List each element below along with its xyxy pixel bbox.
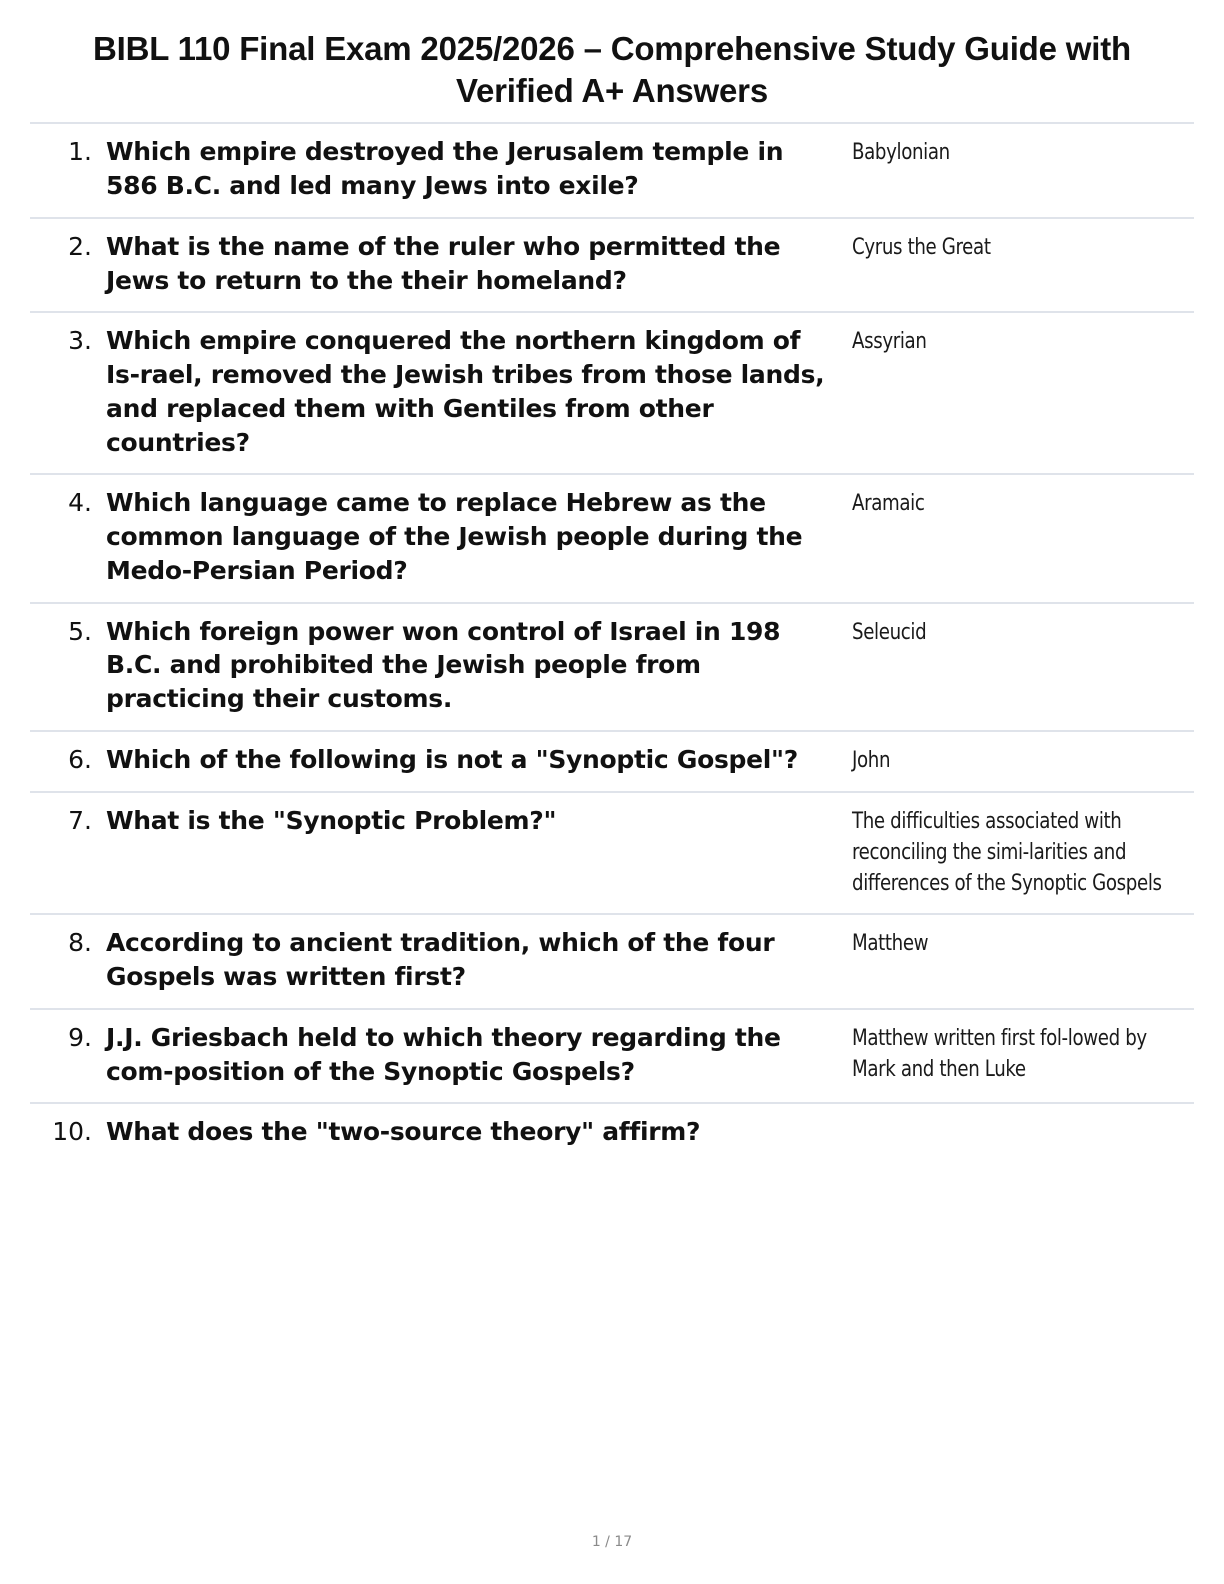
question-text: Which empire conquered the northern kingdom of Is-rael, removed the Jewish tribes from those lands, and replaced them with Gentiles from other countries? bbox=[106, 326, 825, 457]
question-text: Which language came to replace Hebrew as the common language of the Jewish people during the Medo-Persian Period? bbox=[106, 488, 803, 585]
answer-cell bbox=[852, 474, 1194, 602]
question-number: 7. bbox=[68, 805, 92, 835]
answer-text: Aramaic bbox=[852, 491, 925, 517]
answer-text: Matthew bbox=[852, 931, 929, 957]
question-text: What is the name of the ruler who permitted the Jews to return to the their homeland? bbox=[106, 231, 781, 295]
answer-cell bbox=[852, 792, 1194, 915]
table-row bbox=[30, 792, 1194, 915]
question-number: 1. bbox=[68, 137, 92, 167]
table-row bbox=[30, 123, 1194, 218]
answer-text: Assyrian bbox=[852, 329, 927, 355]
table-row bbox=[30, 914, 1194, 1009]
question-text: Which foreign power won control of Israel in 198 B.C. and prohibited the Jewish people from practicing their customs. bbox=[106, 616, 781, 714]
question-text: J.J. Griesbach held to which theory regarding the com-position of the Synoptic Gospels? bbox=[106, 1022, 781, 1086]
answer-cell bbox=[852, 731, 1194, 792]
question-number: 4. bbox=[68, 488, 92, 518]
table-row bbox=[30, 474, 1194, 602]
table-row bbox=[30, 731, 1194, 792]
answer-cell bbox=[852, 603, 1194, 731]
answer-text: The difficulties associated with reconciling the simi-larities and differences of the Synoptic Gospels bbox=[852, 808, 1162, 897]
question-number: 8. bbox=[68, 928, 92, 958]
question-number: 9. bbox=[68, 1022, 92, 1052]
question-text: According to ancient tradition, which of the four Gospels was written first? bbox=[106, 928, 775, 992]
answer-cell bbox=[852, 123, 1194, 218]
question-text: What does the "two-source theory" affirm? bbox=[106, 1117, 701, 1147]
question-text: Which empire destroyed the Jerusalem temple in 586 B.C. and led many Jews into exile? bbox=[106, 137, 784, 201]
question-number: 6. bbox=[68, 744, 92, 774]
page-title: BIBL 110 Final Exam 2025/2026 – Comprehensive Study Guide with Verified A+ Answers bbox=[93, 30, 1131, 110]
answer-cell bbox=[852, 218, 1194, 313]
answer-text: John bbox=[852, 747, 891, 773]
answer-cell bbox=[852, 914, 1194, 1009]
answer-cell bbox=[852, 1103, 1194, 1163]
qa-table bbox=[30, 122, 1194, 1163]
answer-cell bbox=[852, 312, 1194, 474]
table-row bbox=[30, 1009, 1194, 1104]
question-text: Which of the following is not a "Synoptic Gospel"? bbox=[106, 744, 798, 774]
question-number: 2. bbox=[68, 231, 92, 261]
question-number: 3. bbox=[68, 326, 92, 356]
table-row bbox=[30, 603, 1194, 731]
answer-cell bbox=[852, 1009, 1194, 1104]
answer-text: Babylonian bbox=[852, 140, 950, 166]
question-number: 5. bbox=[68, 616, 92, 646]
table-row bbox=[30, 218, 1194, 313]
answer-text: Cyrus the Great bbox=[852, 234, 991, 260]
answer-text: Seleucid bbox=[852, 619, 927, 645]
answer-text: Matthew written first fol-lowed by Mark and then Luke bbox=[852, 1025, 1147, 1083]
page-number-footer: 1 / 17 bbox=[591, 1534, 633, 1550]
table-row bbox=[30, 312, 1194, 474]
question-text: What is the "Synoptic Problem?" bbox=[106, 805, 557, 835]
question-number: 10. bbox=[52, 1117, 92, 1147]
table-row bbox=[30, 1103, 1194, 1163]
